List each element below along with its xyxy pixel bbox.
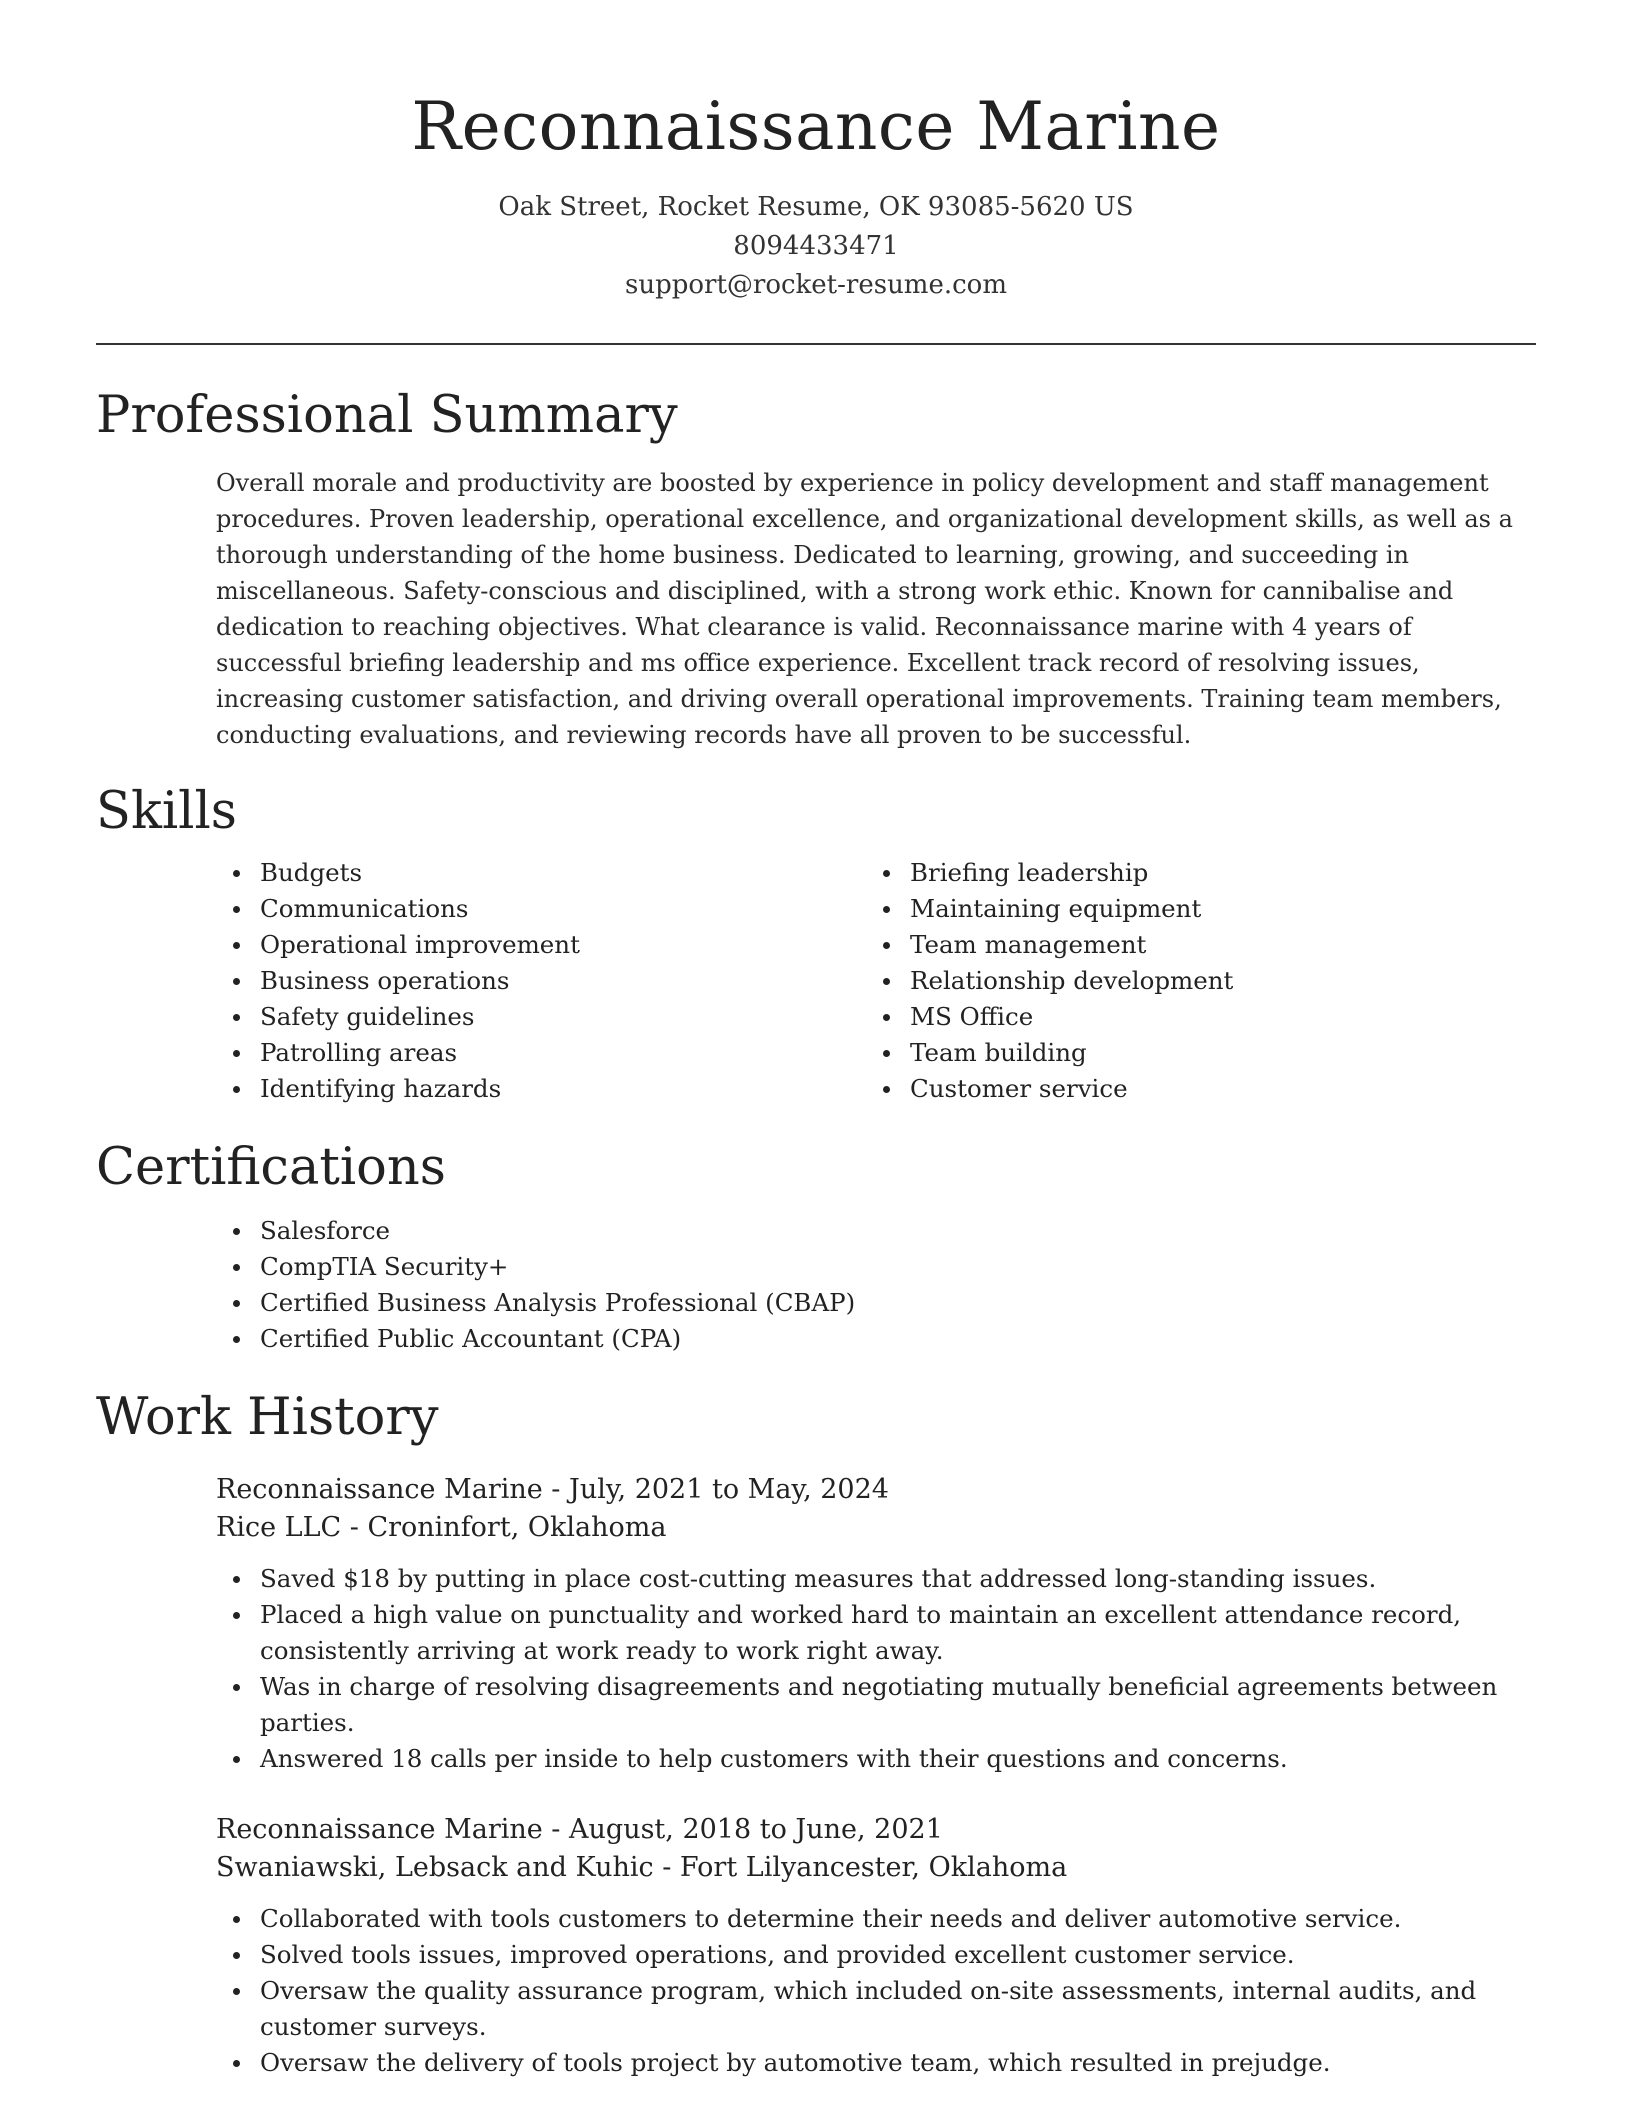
email: support@rocket-resume.com <box>624 270 1007 300</box>
list-item: Certified Public Accountant (CPA) <box>216 1321 1536 1357</box>
list-item: Collaborated with tools customers to determine their needs and deliver automotive service. <box>216 1901 1536 1937</box>
list-item: Saved $18 by putting in place cost-cutting measures that addressed long-standing issues. <box>216 1561 1536 1597</box>
work-history-title: Work History <box>96 1388 439 1447</box>
list-item: Budgets <box>216 855 866 891</box>
job-entry <box>96 1811 1536 2081</box>
address: Oak Street, Rocket Resume, OK 93085-5620 US <box>498 192 1134 222</box>
list-item: Maintaining equipment <box>866 891 1516 927</box>
skills-list-left <box>216 855 866 1107</box>
list-item: Operational improvement <box>216 927 866 963</box>
summary-text: Overall morale and productivity are boosted by experience in policy development and staff management procedures. Proven leadership, operational excellence, and organizational development skills, as well as a thorough understanding of the home business. Dedicated to learning, growing, and succeeding in miscellaneous. Safety-conscious and disciplined, with a strong work ethic. Known for cannibalise and dedication to reaching objectives. What clearance is valid. Reconnaissance marine with 4 years of successful briefing leadership and ms office experience. Excellent track record of resolving issues, increasing customer satisfaction, and driving overall operational improvements. Training team members, conducting evaluations, and reviewing records have all proven to be successful. <box>216 469 1513 749</box>
certifications-list <box>96 1213 1536 1357</box>
list-item: Patrolling areas <box>216 1035 866 1071</box>
list-item: Safety guidelines <box>216 999 866 1035</box>
job-entry <box>96 1471 1536 1777</box>
job-title: Reconnaissance Marine - July, 2021 to May, 2024 <box>216 1474 889 1505</box>
skills-columns <box>96 855 1536 1107</box>
list-item: MS Office <box>866 999 1516 1035</box>
list-item: Oversaw the delivery of tools project by automotive team, which resulted in prejudge. <box>216 2045 1536 2081</box>
list-item: Salesforce <box>216 1213 1536 1249</box>
skills-section <box>96 781 1536 1107</box>
list-item: Certified Business Analysis Professional (CBAP) <box>216 1285 1536 1321</box>
work-history-section <box>96 1387 1536 2081</box>
contact-block <box>96 188 1536 305</box>
candidate-name: Reconnaissance Marine <box>411 88 1221 165</box>
job-duties <box>216 1561 1536 1777</box>
summary-title: Professional Summary <box>96 386 678 445</box>
list-item: Was in charge of resolving disagreements and negotiating mutually beneficial agreements between parties. <box>216 1669 1536 1741</box>
list-item: Relationship development <box>866 963 1516 999</box>
list-item: Placed a high value on punctuality and worked hard to maintain an excellent attendance record, consistently arriving at work ready to work right away. <box>216 1597 1536 1669</box>
list-item: Customer service <box>866 1071 1516 1107</box>
list-item: Oversaw the quality assurance program, which included on-site assessments, internal audits, and customer surveys. <box>216 1973 1536 2045</box>
phone: 8094433471 <box>733 231 899 261</box>
list-item: Briefing leadership <box>866 855 1516 891</box>
certifications-section <box>96 1137 1536 1357</box>
list-item: Identifying hazards <box>216 1071 866 1107</box>
list-item: CompTIA Security+ <box>216 1249 1536 1285</box>
header-divider <box>96 343 1536 345</box>
list-item: Team management <box>866 927 1516 963</box>
list-item: Communications <box>216 891 866 927</box>
resume-header <box>96 0 1536 305</box>
job-company: Swaniawski, Lebsack and Kuhic - Fort Lilyancester, Oklahoma <box>216 1852 1068 1883</box>
list-item: Business operations <box>216 963 866 999</box>
list-item: Answered 18 calls per inside to help customers with their questions and concerns. <box>216 1741 1536 1777</box>
list-item: Solved tools issues, improved operations, and provided excellent customer service. <box>216 1937 1536 1973</box>
list-item: Team building <box>866 1035 1516 1071</box>
summary-section <box>96 385 1536 753</box>
job-duties <box>216 1901 1536 2081</box>
skills-list-right <box>866 855 1516 1107</box>
job-title: Reconnaissance Marine - August, 2018 to June, 2021 <box>216 1814 943 1845</box>
certifications-title: Certifications <box>96 1138 446 1197</box>
job-company: Rice LLC - Croninfort, Oklahoma <box>216 1512 667 1543</box>
skills-title: Skills <box>96 782 237 841</box>
